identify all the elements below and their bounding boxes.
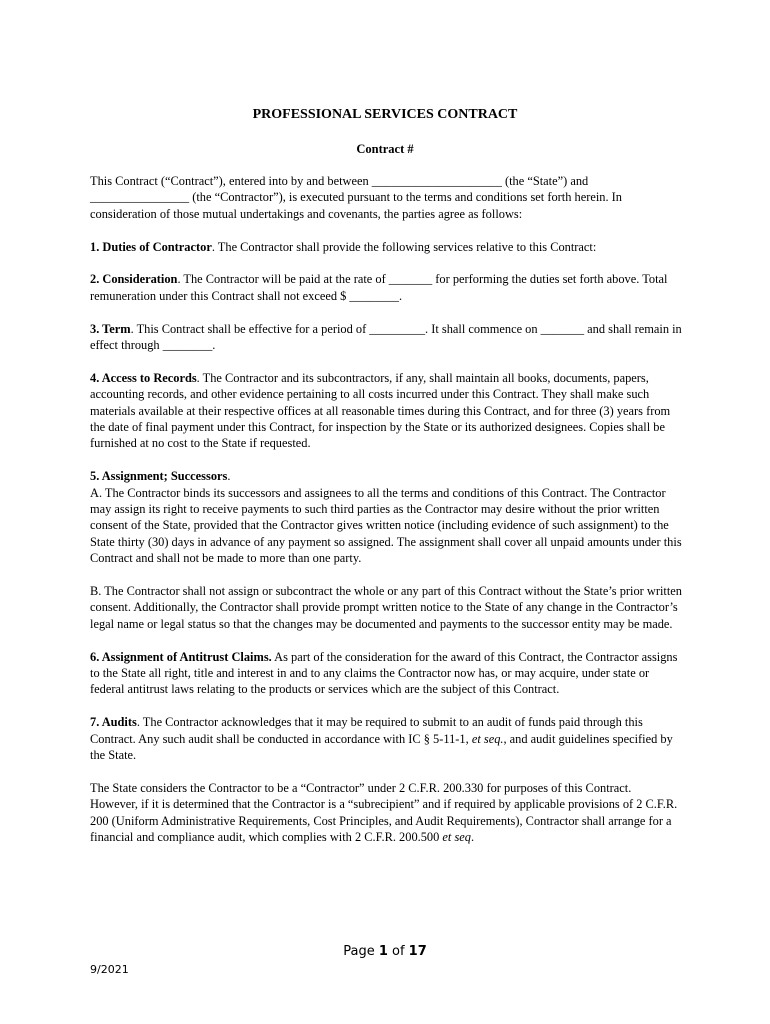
section-3 [90,321,682,354]
state-paragraph-italic: et seq [442,830,471,845]
section-7 [90,714,682,763]
state-contractor-paragraph [90,780,682,846]
section-6-heading: 6. Assignment of Antitrust Claims. [90,649,272,664]
section-6-text: As part of the consideration for the award of this Contract, the Contractor assigns to the State all right, title and interest in and to any claims the Contractor now has, or may acquire, under state or federal antitrust laws relating to the products or services which are the subject of this Contract. [90,649,678,697]
section-3-heading: 3. Term [90,321,131,336]
section-7-text-after: , and audit guidelines specified by the State. [90,731,673,763]
contract-number-label: Contract # [356,142,414,156]
section-4-heading: 4. Access to Records [90,370,197,385]
page-word: Page [343,944,379,959]
section-2-heading: 2. Consideration [90,272,178,287]
state-paragraph-text-after: . [470,830,475,845]
section-5a: A. The Contractor binds its successors and assignees to all the terms and conditions of this Contract. The Contractor may assign its right to receive payments to such third parties as the Contractor may desire without the prior written consent of the State, provided that the Contractor gives written notice (including evidence of such assignment) to the State thirty (30) days in advance of any payment so assigned. The assignment shall cover all unpaid amounts under this Contract and shall not be made to more than one party. [90,485,682,566]
section-1-text: . The Contractor shall provide the following services relative to this Contract: [211,239,597,254]
page-current: 1 [378,944,388,959]
section-4-text: . The Contractor and its subcontractors, if any, shall maintain all books, documents, papers, accounting records, and other evidence pertaining to all costs incurred under this Contract. They shall make such materials available at their respective offices at all reasonable times during this Contract, and for three (3) years from the date of final payment under this Contract, for inspection by the State or its authorized designees. Copies shall be furnished at no cost to the State if requested. [90,370,671,451]
state-paragraph-text-before: The State considers the Contractor to be a “Contractor” under 2 C.F.R. 200.330 for purposes of this Contract. However, if it is determined that the Contractor is a “subrecipient” and if required by applicable provisions of 2 C.F.R. 200 (Uniform Administrative Requirements, Cost Principles, and Audit Requirements), Contractor shall arrange for a financial and compliance audit, which complies with 2 C.F.R. 200.500 [90,780,678,845]
section-7-text-before: . The Contractor acknowledges that it may be required to submit to an audit of funds paid through this Contract. Any such audit shall be conducted in accordance with IC § 5-11-1, [90,715,643,746]
section-2 [90,271,682,304]
document-title: PROFESSIONAL SERVICES CONTRACT [252,107,518,122]
section-5-heading-tail: . [227,469,231,484]
section-5-heading: 5. Assignment; Successors [90,469,228,484]
of-word: of [387,944,409,959]
section-2-text: . The Contractor will be paid at the rate of _______ for performing the duties set forth above. Total remuneration under this Contract shall not exceed $ ________. [90,272,668,303]
section-3-text: . This Contract shall be effective for a period of _________. It shall commence on _______ and shall remain in effect through ________. [90,321,682,353]
document-body [90,173,682,862]
section-4 [90,370,682,452]
section-1-heading: 1. Duties of Contractor [90,239,212,254]
revision-date: 9/2021 [90,963,129,976]
section-5b: B. The Contractor shall not assign or subcontract the whole or any part of this Contract without the State’s prior written consent. Additionally, the Contractor shall provide prompt written notice to the State of any change in the Contractor’s legal name or legal status so that the changes may be documented and payments to the successor entity may be made. [90,584,682,631]
section-7-italic: et seq. [471,731,504,746]
intro-paragraph: This Contract (“Contract”), entered into by and between _____________________ (the “State”) and ________________ (the “Contractor”), is executed pursuant to the terms and conditions set forth herein. In consideration of those mutual undertakings and covenants, the parties agree as follows: [90,174,622,221]
section-6 [90,649,682,698]
section-1 [90,239,682,255]
page-number [0,944,770,959]
section-7-heading: 7. Audits [90,715,137,730]
page-total: 17 [408,944,427,959]
section-5-heading-line [90,468,682,484]
